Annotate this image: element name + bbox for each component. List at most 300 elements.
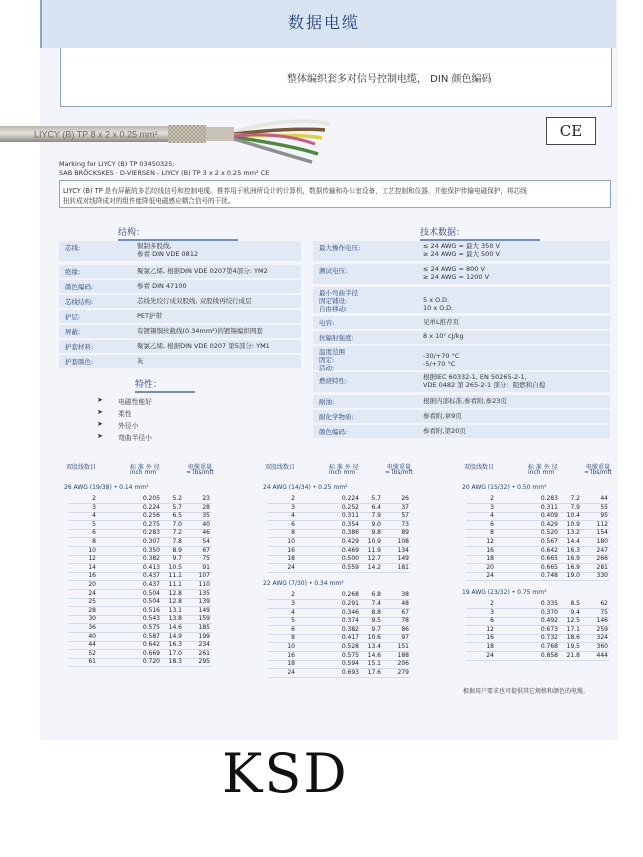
wire-gauge-title: 19 AWG (23/32) • 0.75 mm² <box>462 589 547 596</box>
cell-od-inch: 0.335 <box>540 600 558 607</box>
cell-od-mm: 16.3 <box>566 546 580 554</box>
table-row <box>259 609 409 617</box>
table-row <box>60 590 210 598</box>
table-row <box>259 495 409 503</box>
cell-weight: 26 <box>401 495 409 502</box>
cell-pairs: 4 <box>291 608 295 616</box>
cell-od-mm: 8.5 <box>570 600 580 607</box>
cell-pairs: 52 <box>88 649 96 657</box>
cell-od-inch: 0.575 <box>142 624 160 631</box>
cell-od-mm: 14.6 <box>367 651 381 659</box>
cell-weight: 295 <box>198 658 210 666</box>
cell-od-mm: 6.4 <box>371 503 381 511</box>
header-weight: 电缆重量 <box>188 464 213 471</box>
cell-od-inch: 0.224 <box>142 503 160 511</box>
table-row <box>458 643 608 651</box>
cell-weight: 54 <box>202 538 210 545</box>
row-divider <box>267 572 411 573</box>
cell-od-mm: 14.4 <box>566 538 580 545</box>
table-row <box>458 538 608 546</box>
cell-od-mm: 12.8 <box>168 589 182 597</box>
cell-weight: 38 <box>401 591 409 599</box>
header-od: 标 准 外 径 <box>130 464 160 471</box>
cell-od-inch: 0.374 <box>341 617 359 625</box>
arrow-icon: ➤ <box>97 408 103 416</box>
cell-weight: 89 <box>401 529 409 537</box>
cell-weight: 146 <box>596 617 608 625</box>
cell-pairs: 6 <box>490 617 494 625</box>
footnote: 根据用户要求也可提供其它规格和颜色的电缆。 <box>463 688 590 695</box>
cell-od-inch: 0.291 <box>341 600 359 607</box>
cell-od-mm: 16.3 <box>168 641 182 649</box>
cell-weight: 55 <box>600 503 608 511</box>
cell-pairs: 2 <box>291 591 295 599</box>
property-item: ➤ 电磁性能好 <box>97 396 152 406</box>
cell-od-inch: 0.283 <box>540 495 558 502</box>
technical-row: 电容: 见单L推荐页 <box>313 316 610 329</box>
cell-weight: 67 <box>401 608 409 616</box>
table-row <box>259 634 409 642</box>
cell-weight: 266 <box>596 555 608 563</box>
table-row <box>60 607 210 615</box>
cell-pairs: 12 <box>88 555 96 563</box>
header-od: 标 准 外 径 <box>329 464 359 471</box>
cell-weight: 330 <box>596 572 608 580</box>
subtitle: 整体编织套多对信号控制电缆， DIN 颜色编码 <box>287 74 492 85</box>
row-divider <box>466 580 610 581</box>
cell-pairs: 4 <box>490 512 494 520</box>
cell-od-mm: 11.9 <box>367 546 381 554</box>
table-row <box>259 652 409 660</box>
cell-pairs: 2 <box>92 495 96 502</box>
table-row <box>259 529 409 537</box>
cell-weight: 261 <box>198 649 210 657</box>
cell-pairs: 2 <box>291 495 295 502</box>
table-row <box>60 658 210 666</box>
cell-weight: 259 <box>596 625 608 633</box>
cell-pairs: 24 <box>287 668 295 676</box>
cell-pairs: 61 <box>88 658 96 666</box>
cell-pairs: 8 <box>291 529 295 537</box>
cell-od-mm: 5.7 <box>172 503 182 511</box>
cell-pairs: 2 <box>490 495 494 502</box>
cell-pairs: 12 <box>486 625 494 633</box>
technical-row: 测试电压: ≤ 24 AWG = 800 V ≥ 24 AWG = 1200 V <box>313 264 610 284</box>
cell-pairs: 6 <box>92 529 96 537</box>
header-pairs: 双股线数目 <box>464 464 495 471</box>
table-row <box>259 660 409 668</box>
table-row <box>458 512 608 520</box>
cell-od-inch: 0.283 <box>142 529 160 537</box>
cell-pairs: 16 <box>486 634 494 642</box>
cell-pairs: 18 <box>287 555 295 563</box>
cell-od-mm: 6.5 <box>172 512 182 520</box>
cell-weight: 108 <box>397 538 409 545</box>
cell-weight: 62 <box>600 600 608 607</box>
title-bar <box>40 0 616 48</box>
construction-heading: 结构： <box>118 225 238 241</box>
cell-pairs: 20 <box>88 581 96 588</box>
cell-weight: 180 <box>596 538 608 545</box>
cell-pairs: 8 <box>490 529 494 537</box>
cell-od-inch: 0.720 <box>142 658 160 666</box>
wire-gauge-title: 20 AWG (15/32) • 0.50 mm² <box>462 484 547 491</box>
cell-od-mm: 13.2 <box>566 529 580 537</box>
cell-weight: 67 <box>202 546 210 554</box>
table-row <box>60 529 210 537</box>
cell-weight: 44 <box>600 495 608 502</box>
cell-weight: 86 <box>401 625 409 633</box>
header-weight-units: ≈ lbs/mft <box>186 469 214 476</box>
table-row <box>259 521 409 529</box>
cell-pairs: 4 <box>92 512 96 520</box>
row-divider <box>267 677 411 678</box>
cell-pairs: 24 <box>88 589 96 597</box>
table-row <box>458 521 608 529</box>
cell-od-mm: 13.4 <box>367 643 381 650</box>
cell-od-inch: 0.311 <box>540 503 558 511</box>
table-row <box>60 564 210 572</box>
cell-od-inch: 0.732 <box>540 634 558 642</box>
header-pairs: 双股线数目 <box>66 464 97 471</box>
cell-pairs: 44 <box>88 641 96 649</box>
cell-od-mm: 7.9 <box>371 512 381 520</box>
cell-od-mm: 12.8 <box>168 598 182 606</box>
table-row <box>259 643 409 651</box>
cell-od-inch: 0.858 <box>540 651 558 659</box>
construction-row: 芯线: 铜制多股线, 参看 DIN VDE 0812 <box>59 241 301 261</box>
table-row <box>259 512 409 520</box>
cell-pairs: 18 <box>287 660 295 668</box>
table-row <box>60 581 210 589</box>
cell-weight: 324 <box>596 634 608 642</box>
row-divider <box>68 666 212 667</box>
header-od-units: inch mm <box>329 469 356 476</box>
cell-pairs: 6 <box>291 625 295 633</box>
cell-pairs: 16 <box>287 546 295 554</box>
cell-od-inch: 0.311 <box>341 512 359 520</box>
cell-weight: 234 <box>198 641 210 649</box>
cell-od-mm: 9.5 <box>371 617 381 625</box>
cell-od-inch: 0.409 <box>540 512 558 520</box>
cell-pairs: 24 <box>287 563 295 571</box>
arrow-icon: ➤ <box>97 396 103 404</box>
cell-od-inch: 0.768 <box>540 643 558 650</box>
table-row <box>458 652 608 660</box>
header-weight: 电缆重量 <box>387 464 412 471</box>
marking-line-2: SAB BRÖCKSKES · D-VIERSEN - LIYCY (B) TP 3 x 2 x 0.25 mm² CE <box>59 169 270 177</box>
cell-od-inch: 0.370 <box>540 608 558 616</box>
construction-row: 颜色编码: 参看 DIN 47100 <box>59 280 301 293</box>
description-line-1: LIYCY (B) TP 是有屏蔽的多芯绞线信号和控制电缆。推荐用于欧洲所设计的计算机，数据传输和办公室设备，工艺控制和仪器，并能保护传输电磁保护，将芯线 <box>63 187 527 195</box>
cell-od-inch: 0.346 <box>341 608 359 616</box>
construction-row: 芯线结构: 芯线先绞行成双股线, 双股线再绞行成层 <box>59 295 301 308</box>
table-row <box>60 598 210 606</box>
cell-od-inch: 0.642 <box>540 546 558 554</box>
cell-pairs: 24 <box>486 651 494 659</box>
cell-pairs: 14 <box>88 563 96 571</box>
property-item: ➤ 柔性 <box>97 408 132 418</box>
cell-od-mm: 16.9 <box>566 555 580 563</box>
table-row <box>458 504 608 512</box>
cell-pairs: 10 <box>88 546 96 554</box>
header-weight-units: ≈ lbs/mft <box>385 469 413 476</box>
cell-pairs: 36 <box>88 624 96 631</box>
arrow-icon: ➤ <box>97 432 103 440</box>
cell-weight: 279 <box>397 668 409 676</box>
cell-weight: 73 <box>401 520 409 528</box>
table-row <box>60 650 210 658</box>
cell-weight: 444 <box>596 651 608 659</box>
header-od-units: inch mm <box>528 469 555 476</box>
cell-od-mm: 9.0 <box>371 520 381 528</box>
cell-weight: 46 <box>202 529 210 537</box>
table-row <box>458 555 608 563</box>
cell-od-inch: 0.673 <box>540 625 558 633</box>
technical-row: 温度范围 固定: 活动: -30/+70 °C -5/+70 °C <box>313 346 610 370</box>
row-divider <box>466 660 610 661</box>
cell-od-inch: 0.252 <box>341 503 359 511</box>
cell-od-mm: 11.1 <box>168 572 182 580</box>
construction-row: 屏蔽: 有镀锡铜丝截线(0.34mm²)的镀锡编织网套 <box>59 325 301 338</box>
cell-weight: 37 <box>401 503 409 511</box>
cell-od-mm: 9.7 <box>172 555 182 563</box>
table-row <box>259 555 409 563</box>
cell-od-inch: 0.205 <box>142 495 160 502</box>
table-row <box>60 495 210 503</box>
cell-weight: 48 <box>401 600 409 607</box>
description-line-2: 扭转成对线降成对的组件能降低电磁感应耦合信号的干扰。 <box>63 197 235 205</box>
table-row <box>458 572 608 580</box>
cell-od-mm: 18.3 <box>168 658 182 666</box>
cell-od-mm: 7.8 <box>172 538 182 545</box>
cell-pairs: 2 <box>490 600 494 607</box>
table-row <box>60 633 210 641</box>
cell-weight: 97 <box>401 634 409 642</box>
cell-od-mm: 6.8 <box>371 591 381 599</box>
cell-od-mm: 9.8 <box>371 529 381 537</box>
cell-od-inch: 0.587 <box>142 632 160 640</box>
cell-weight: 139 <box>198 598 210 606</box>
cell-od-inch: 0.665 <box>540 555 558 563</box>
cell-od-mm: 12.7 <box>367 555 381 563</box>
technical-heading: 技术数据： <box>420 225 540 241</box>
cell-od-inch: 0.256 <box>142 512 160 520</box>
wire-gauge-title: 22 AWG (7/30) • 0.34 mm² <box>263 580 344 588</box>
cell-od-inch: 0.437 <box>142 581 160 588</box>
cell-weight: 135 <box>198 589 210 597</box>
cell-od-mm: 5.7 <box>371 495 381 502</box>
cell-od-mm: 16.9 <box>566 563 580 571</box>
cell-od-inch: 0.575 <box>341 651 359 659</box>
cell-od-inch: 0.693 <box>341 668 359 676</box>
technical-row: 燃烧特性: 根据IEC 60332-1, EN 50265-2-1, VDE 0482 第 265-2-1 部分：阻燃和自熄 <box>313 372 610 392</box>
construction-row: 护层: PET护带 <box>59 310 301 323</box>
cell-od-mm: 7.2 <box>570 495 580 502</box>
cell-od-inch: 0.504 <box>142 589 160 597</box>
cell-od-inch: 0.268 <box>341 591 359 599</box>
cell-od-mm: 10.9 <box>566 520 580 528</box>
cell-od-inch: 0.559 <box>341 563 359 571</box>
cell-pairs: 16 <box>88 572 96 580</box>
cell-weight: 154 <box>596 529 608 537</box>
cell-pairs: 24 <box>486 572 494 580</box>
table-row <box>60 512 210 520</box>
cell-od-inch: 0.642 <box>142 641 160 649</box>
cell-od-mm: 15.1 <box>367 660 381 668</box>
cell-weight: 149 <box>198 606 210 614</box>
cell-od-mm: 19.0 <box>566 572 580 580</box>
cell-od-mm: 10.6 <box>367 634 381 642</box>
technical-row: 颜色编码: 参看附,第20页 <box>313 425 610 438</box>
cell-od-mm: 21.8 <box>566 651 580 659</box>
cell-od-mm: 17.0 <box>168 649 182 657</box>
cell-weight: 151 <box>397 643 409 650</box>
table-row <box>458 626 608 634</box>
cell-od-inch: 0.275 <box>142 520 160 528</box>
table-row <box>60 615 210 623</box>
cell-weight: 188 <box>397 651 409 659</box>
cell-od-mm: 10.4 <box>566 512 580 520</box>
cell-weight: 134 <box>397 546 409 554</box>
cell-od-inch: 0.417 <box>341 634 359 642</box>
cell-pairs: 12 <box>486 538 494 545</box>
wire-gauge-title: 24 AWG (14/34) • 0.25 mm² <box>263 484 348 491</box>
cell-od-mm: 9.7 <box>371 625 381 633</box>
cell-od-mm: 12.5 <box>566 617 580 625</box>
cell-od-mm: 13.8 <box>168 615 182 623</box>
cell-od-inch: 0.386 <box>341 529 359 537</box>
cell-od-mm: 17.6 <box>367 668 381 676</box>
cell-od-inch: 0.492 <box>540 617 558 625</box>
technical-row: 抗辐射强度: 8 x 10⁷ cJ/kg <box>313 331 610 344</box>
table-row <box>60 572 210 580</box>
cell-pairs: 10 <box>287 538 295 545</box>
subtitle-box <box>60 48 612 107</box>
cell-weight: 107 <box>198 572 210 580</box>
table-row <box>458 609 608 617</box>
cell-weight: 159 <box>198 615 210 623</box>
cell-weight: 112 <box>596 520 608 528</box>
cell-od-mm: 7.2 <box>172 529 182 537</box>
cell-pairs: 3 <box>490 608 494 616</box>
cell-od-mm: 14.6 <box>168 624 182 631</box>
cell-od-mm: 7.4 <box>371 600 381 607</box>
cell-od-inch: 0.469 <box>341 546 359 554</box>
cell-weight: 35 <box>202 512 210 520</box>
cell-weight: 181 <box>397 563 409 571</box>
table-row <box>259 669 409 677</box>
table-row <box>458 600 608 608</box>
cell-weight: 149 <box>397 555 409 563</box>
cell-pairs: 5 <box>92 520 96 528</box>
table-row <box>259 591 409 599</box>
cell-pairs: 10 <box>287 643 295 650</box>
cell-pairs: 4 <box>291 512 295 520</box>
cell-weight: 95 <box>600 512 608 520</box>
cell-od-inch: 0.500 <box>341 555 359 563</box>
table-row <box>458 529 608 537</box>
table-row <box>60 555 210 563</box>
cell-od-mm: 18.6 <box>566 634 580 642</box>
cell-od-mm: 10.5 <box>168 563 182 571</box>
cell-od-inch: 0.429 <box>341 538 359 545</box>
cell-weight: 360 <box>596 643 608 650</box>
cell-weight: 110 <box>198 581 210 588</box>
brand-logo: KSD <box>222 742 349 805</box>
cell-weight: 23 <box>202 495 210 502</box>
property-item: ➤ 外径小 <box>97 420 139 430</box>
table-row <box>259 564 409 572</box>
cell-od-inch: 0.382 <box>142 555 160 563</box>
cell-od-inch: 0.307 <box>142 538 160 545</box>
cell-od-inch: 0.504 <box>142 598 160 606</box>
cell-weight: 75 <box>202 555 210 563</box>
technical-row: 最大操作电压: ≤ 24 AWG = 最大 350 V ≥ 24 AWG = 最大 500 V <box>313 241 610 261</box>
cell-weight: 78 <box>401 617 409 625</box>
cell-od-inch: 0.665 <box>540 563 558 571</box>
header-weight: 电缆重量 <box>586 464 611 471</box>
technical-row: 耐化学物质: 参看附,章9页 <box>313 410 610 423</box>
cell-od-inch: 0.516 <box>142 606 160 614</box>
cell-od-inch: 0.354 <box>341 520 359 528</box>
header-od: 标 准 外 径 <box>528 464 558 471</box>
table-row <box>259 547 409 555</box>
cell-pairs: 3 <box>92 503 96 511</box>
cell-od-mm: 17.1 <box>566 625 580 633</box>
cell-od-inch: 0.429 <box>540 520 558 528</box>
table-row <box>259 600 409 608</box>
table-row <box>60 521 210 529</box>
header-pairs: 双股线数目 <box>265 464 296 471</box>
header-od-units: inch mm <box>130 469 157 476</box>
table-row <box>259 504 409 512</box>
cell-od-mm: 14.9 <box>168 632 182 640</box>
cell-pairs: 6 <box>490 520 494 528</box>
cell-weight: 199 <box>198 632 210 640</box>
table-row <box>60 538 210 546</box>
cell-od-mm: 13.1 <box>168 606 182 614</box>
cell-pairs: 5 <box>291 617 295 625</box>
cell-pairs: 8 <box>291 634 295 642</box>
cell-pairs: 16 <box>287 651 295 659</box>
table-row <box>458 617 608 625</box>
cell-pairs: 3 <box>291 600 295 607</box>
cell-pairs: 25 <box>88 598 96 606</box>
header-weight-units: ≈ lbs/mft <box>584 469 612 476</box>
cell-pairs: 6 <box>291 520 295 528</box>
table-row <box>458 495 608 503</box>
table-row <box>458 564 608 572</box>
marking-line-1: Marking for LIYCY (B) TP 03450325: <box>59 160 175 168</box>
cell-od-inch: 0.528 <box>341 643 359 650</box>
cell-od-mm: 8.8 <box>371 608 381 616</box>
cell-pairs: 18 <box>486 643 494 650</box>
cell-od-inch: 0.748 <box>540 572 558 580</box>
cell-pairs: 28 <box>88 606 96 614</box>
cell-od-inch: 0.350 <box>142 546 160 554</box>
cell-pairs: 20 <box>486 563 494 571</box>
cell-weight: 57 <box>401 512 409 520</box>
description-box <box>59 180 611 208</box>
table-row <box>60 547 210 555</box>
cell-weight: 91 <box>202 563 210 571</box>
table-row <box>60 641 210 649</box>
cell-od-mm: 8.9 <box>172 546 182 554</box>
cell-od-inch: 0.543 <box>142 615 160 623</box>
cell-od-inch: 0.567 <box>540 538 558 545</box>
ce-mark: CE <box>546 117 596 145</box>
